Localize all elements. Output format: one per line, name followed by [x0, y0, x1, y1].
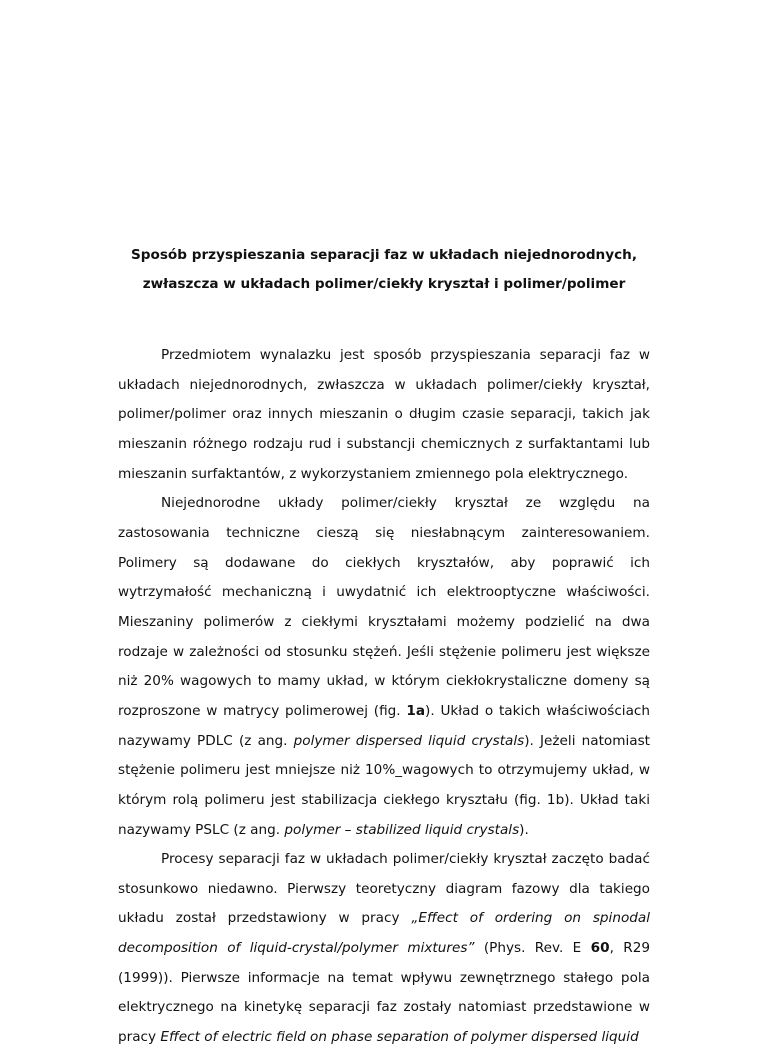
italic-citation: „Effect of ordering on spinodal decomposition of liquid-crystal/polymer mixtures” — [118, 910, 650, 957]
title-line-2: zwłaszcza w układach polimer/ciekły kryształ i polimer/polimer — [142, 276, 626, 292]
text-run: ). Jeżeli natomiast stężenie polimeru jest mniejsze niż 10%_wagowych to otrzymujemy układ, w którym rolą polimeru jest stabilizacja ciekłego kryształu (fig. 1b). Układ taki nazywamy PSLC (z ang. — [118, 732, 651, 838]
paragraph-1: Przedmiotem wynalazku jest sposób przyspieszania separacji faz w układach niejednorodnych, zwłaszcza w układach polimer/ciekły kryształ, polimer/polimer oraz innych mieszanin o długim czasie separacji, takich jak mieszanin różnego rodzaju rud i substancji chemicznych z surfaktantami lub mieszanin surfaktantów, z wykorzystaniem zmiennego pola elektrycznego. — [118, 347, 650, 482]
title-line-1: Sposób przyspieszania separacji faz w układach niejednorodnych, — [130, 247, 637, 263]
italic-citation: Effect of electric field on phase separation of polymer dispersed liquid — [160, 1029, 639, 1046]
italic-term: polymer – stabilized liquid crystals — [284, 821, 520, 838]
figure-reference: 1a — [406, 702, 426, 719]
text-run: ). — [519, 821, 529, 838]
volume-number: 60 — [590, 940, 610, 957]
document-body — [118, 341, 650, 1053]
text-run: (Phys. Rev. E — [474, 940, 591, 957]
italic-term: polymer dispersed liquid crystals — [293, 732, 525, 749]
paragraph-2 — [118, 489, 650, 845]
text-run: Procesy separacji faz w układach polimer/ciekły kryształ zaczęto badać stosunkowo niedawno. Pierwszy teoretyczny diagram fazowy dla takiego układu został przedstawiony w pracy — [118, 851, 650, 927]
paragraph-3 — [118, 845, 650, 1053]
text-run: Niejednorodne układy polimer/ciekły kryształ ze względu na zastosowania techniczne cieszą się niesłabnącym zainteresowaniem. Polimery są dodawane do ciekłych kryształów, aby poprawić ich wytrzymałość mechaniczną i uwydatnić ich elektrooptyczne właściwości. Mieszaniny polimerów z ciekłymi kryształami możemy podzielić na dwa rodzaje w zależności od stosunku stężeń. Jeśli stężenie polimeru jest większe niż 20% wagowych to mamy układ, w którym ciekłokrystaliczne domeny są rozproszone w matrycy polimerowej (fig. — [118, 495, 650, 719]
text-run: ). Układ o takich właściwościach nazywamy PDLC (z ang. — [118, 702, 650, 749]
text-run: , R29 (1999)). Pierwsze informacje na temat wpływu zewnętrznego stałego pola elektrycznego na kinetykę separacji faz zostały natomiast przedstawione w pracy — [118, 940, 651, 1046]
document-title — [118, 241, 650, 299]
